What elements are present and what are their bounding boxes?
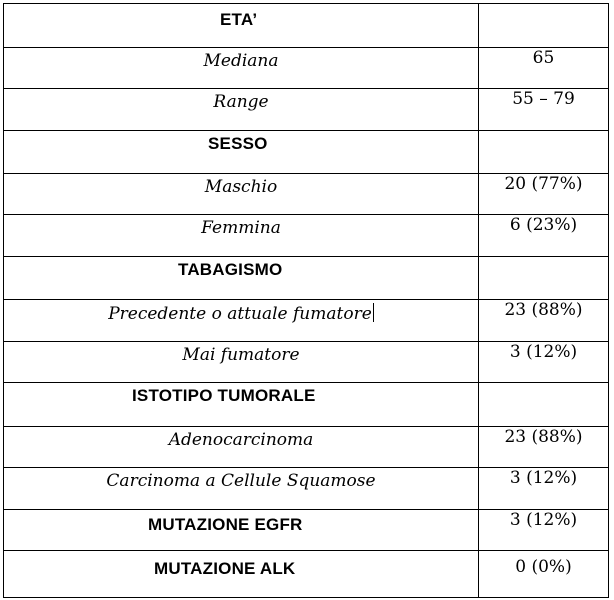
row-label-cell bbox=[4, 174, 479, 215]
table-row bbox=[4, 468, 609, 510]
section-header: SESSO bbox=[208, 134, 268, 153]
section-header: MUTAZIONE ALK bbox=[154, 559, 296, 578]
row-sublabel: Femmina bbox=[201, 218, 281, 238]
table-row bbox=[4, 257, 609, 300]
row-sublabel: Mediana bbox=[203, 51, 279, 71]
row-value-cell bbox=[479, 383, 609, 427]
row-value-cell bbox=[479, 174, 609, 215]
row-label-cell bbox=[4, 551, 479, 598]
text-cursor bbox=[373, 303, 374, 322]
row-label-cell bbox=[4, 257, 479, 300]
row-value: 65 bbox=[532, 48, 555, 68]
table-row bbox=[4, 383, 609, 427]
table-row bbox=[4, 510, 609, 551]
row-sublabel: Maschio bbox=[204, 177, 278, 197]
row-label-cell bbox=[4, 131, 479, 174]
table-row bbox=[4, 215, 609, 257]
table-row bbox=[4, 48, 609, 89]
row-value-cell bbox=[479, 215, 609, 257]
section-header: MUTAZIONE EGFR bbox=[148, 515, 303, 534]
row-value-cell bbox=[479, 48, 609, 89]
row-value-cell bbox=[479, 427, 609, 468]
row-value-cell bbox=[479, 257, 609, 300]
row-value-cell bbox=[479, 551, 609, 598]
patient-characteristics-table bbox=[3, 3, 609, 598]
row-value: 20 (77%) bbox=[504, 174, 583, 194]
row-value: 6 (23%) bbox=[509, 215, 578, 235]
row-sublabel: Mai fumatore bbox=[182, 345, 300, 365]
row-value-cell bbox=[479, 510, 609, 551]
table-row bbox=[4, 89, 609, 131]
row-sublabel: Adenocarcinoma bbox=[168, 430, 314, 450]
row-value: 55 – 79 bbox=[512, 89, 575, 109]
table-row bbox=[4, 427, 609, 468]
row-label-cell bbox=[4, 300, 479, 342]
row-value-cell bbox=[479, 131, 609, 174]
row-label-cell bbox=[4, 215, 479, 257]
row-value-cell bbox=[479, 89, 609, 131]
table-row bbox=[4, 300, 609, 342]
row-label-cell bbox=[4, 383, 479, 427]
section-header: ISTOTIPO TUMORALE bbox=[132, 386, 316, 405]
row-value: 3 (12%) bbox=[509, 342, 578, 362]
table-row bbox=[4, 4, 609, 48]
row-value-cell bbox=[479, 468, 609, 510]
row-value: 23 (88%) bbox=[504, 300, 583, 320]
table-row bbox=[4, 131, 609, 174]
row-value: 3 (12%) bbox=[509, 510, 578, 530]
row-value: 0 (0%) bbox=[515, 557, 572, 577]
table-row bbox=[4, 551, 609, 598]
row-label-cell bbox=[4, 468, 479, 510]
row-value-cell bbox=[479, 4, 609, 48]
row-value: 23 (88%) bbox=[504, 427, 583, 447]
row-label-cell bbox=[4, 89, 479, 131]
table-row bbox=[4, 174, 609, 215]
section-header: TABAGISMO bbox=[178, 260, 283, 279]
row-value: 3 (12%) bbox=[509, 468, 578, 488]
row-sublabel: Precedente o attuale fumatore bbox=[108, 304, 372, 324]
row-value-cell bbox=[479, 300, 609, 342]
row-value-cell bbox=[479, 342, 609, 383]
row-label-cell bbox=[4, 4, 479, 48]
section-header: ETA’ bbox=[220, 10, 258, 29]
row-label-cell bbox=[4, 510, 479, 551]
row-sublabel: Carcinoma a Cellule Squamose bbox=[106, 471, 376, 491]
row-label-cell bbox=[4, 48, 479, 89]
row-sublabel: Range bbox=[213, 92, 269, 112]
table-row bbox=[4, 342, 609, 383]
row-label-cell bbox=[4, 427, 479, 468]
row-label-cell bbox=[4, 342, 479, 383]
